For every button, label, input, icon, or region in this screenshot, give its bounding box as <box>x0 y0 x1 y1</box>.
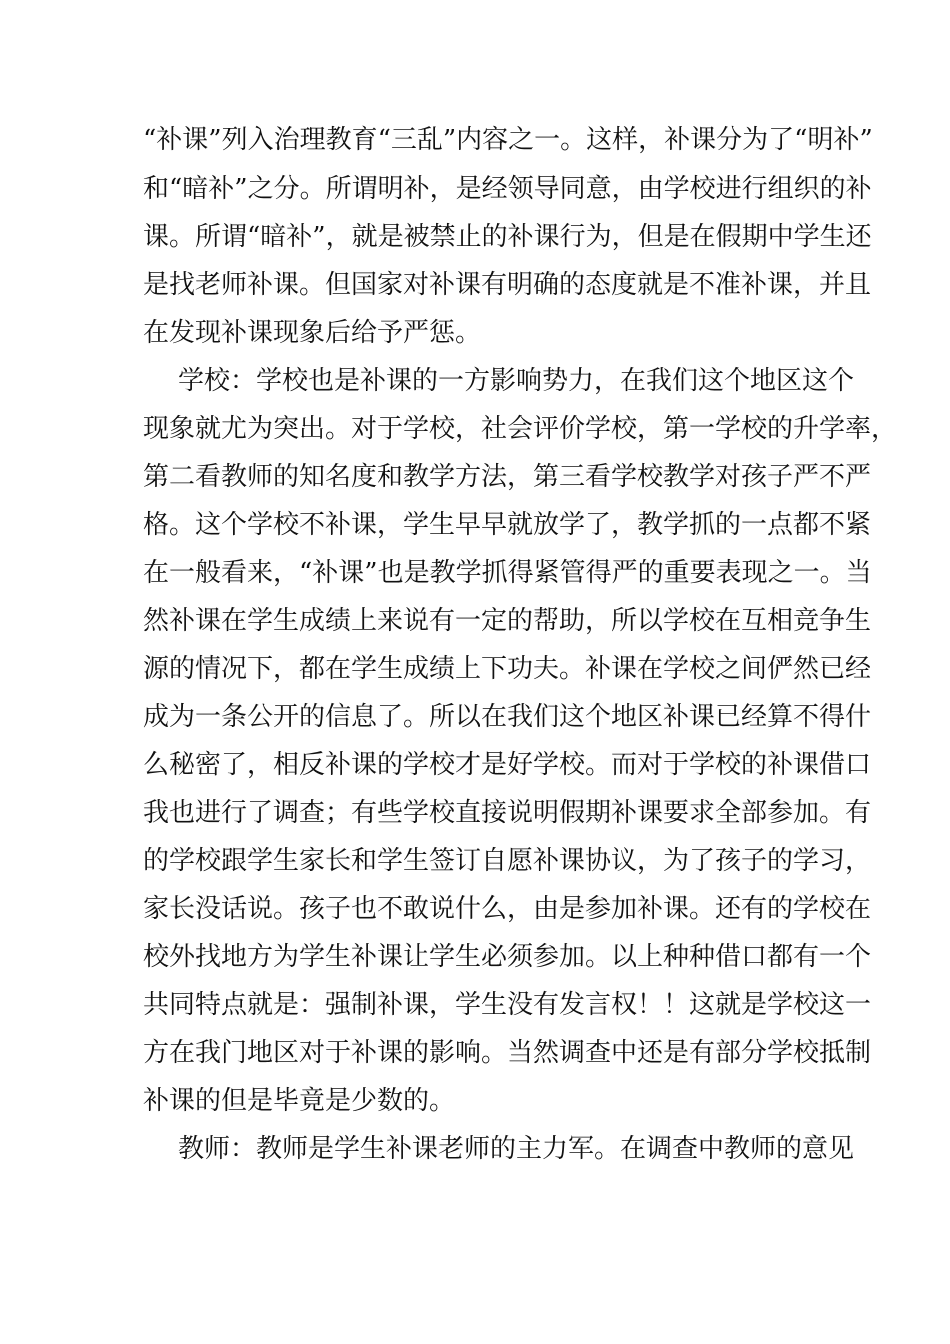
text-line: 我也进行了调查；有些学校直接说明假期补课要求全部参加。有 <box>143 798 872 828</box>
text-line: 然补课在学生成绩上来说有一定的帮助，所以学校在互相竞争生 <box>143 606 872 636</box>
text-line: 第二看教师的知名度和教学方法，第三看学校教学对孩子严不严 <box>143 462 872 492</box>
text-line: 课。所谓“暗补”，就是被禁止的补课行为，但是在假期中学生还 <box>143 222 872 252</box>
text-line: 的学校跟学生家长和学生签订自愿补课协议，为了孩子的学习， <box>143 846 872 876</box>
text-line: 校外找地方为学生补课让学生必须参加。以上种种借口都有一个 <box>143 942 872 972</box>
text-line: 现象就尤为突出。对于学校，社会评价学校，第一学校的升学率， <box>143 414 898 444</box>
text-line: 么秘密了，相反补课的学校才是好学校。而对于学校的补课借口 <box>143 750 872 780</box>
text-line: 方在我门地区对于补课的影响。当然调查中还是有部分学校抵制 <box>143 1038 872 1068</box>
text-line: “补课”列入治理教育“三乱”内容之一。这样，补课分为了“明补” <box>143 125 873 155</box>
text-line: 教师：教师是学生补课老师的主力军。在调查中教师的意见 <box>178 1134 855 1164</box>
text-line: 源的情况下，都在学生成绩上下功夫。补课在学校之间俨然已经 <box>143 654 872 684</box>
text-line: 共同特点就是：强制补课，学生没有发言权！！这就是学校这一 <box>143 990 872 1020</box>
text-line: 在一般看来，“补课”也是教学抓得紧管得严的重要表现之一。当 <box>143 558 872 588</box>
text-line: 家长没话说。孩子也不敢说什么，由是参加补课。还有的学校在 <box>143 894 872 924</box>
text-line: 学校：学校也是补课的一方影响势力，在我们这个地区这个 <box>178 366 855 396</box>
text-line: 和“暗补”之分。所谓明补，是经领导同意，由学校进行组织的补 <box>143 174 872 204</box>
text-line: 是找老师补课。但国家对补课有明确的态度就是不准补课，并且 <box>143 270 872 300</box>
text-line: 在发现补课现象后给予严惩。 <box>143 318 482 348</box>
text-line: 格。这个学校不补课，学生早早就放学了，教学抓的一点都不紧 <box>143 510 872 540</box>
text-line: 成为一条公开的信息了。所以在我们这个地区补课已经算不得什 <box>143 702 872 732</box>
text-line: 补课的但是毕竟是少数的。 <box>143 1086 456 1116</box>
